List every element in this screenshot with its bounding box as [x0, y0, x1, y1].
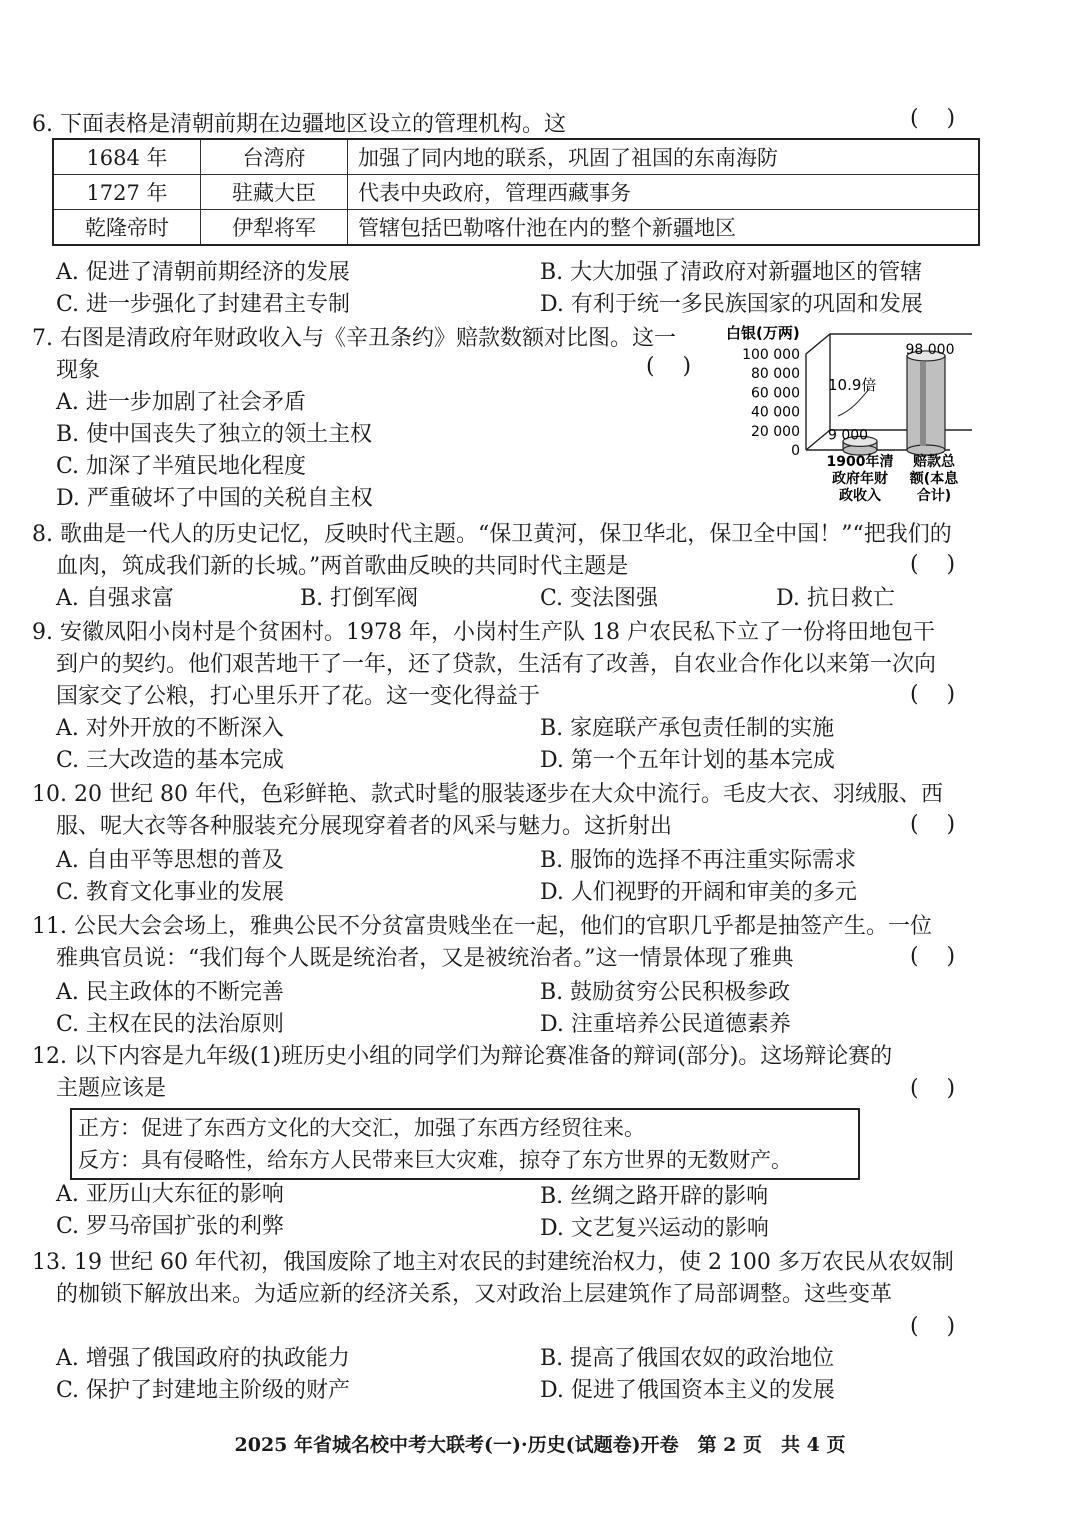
q7-option-b[interactable]: B. 使中国丧失了独立的领土主权 [56, 422, 373, 447]
q7-answer-blank[interactable]: ( ) [646, 354, 692, 379]
q8-option-c[interactable]: C. 变法图强 [540, 586, 659, 611]
table-row [53, 175, 979, 210]
q9-line2: 到户的契约。他们艰苦地干了一年，还了贷款，生活有了改善，自农业合作化以来第一次向 [56, 652, 937, 677]
chart-ylabel: 白银(万两) [726, 324, 800, 342]
table-row [53, 210, 979, 246]
q13-option-b[interactable]: B. 提高了俄国农奴的政治地位 [540, 1346, 835, 1371]
chart-ytick-label: 20 000 [751, 423, 800, 440]
chart-data-label: 9 000 [828, 427, 869, 444]
chart-category-label: 合计) [916, 488, 952, 504]
chart-ytick-label: 60 000 [751, 385, 800, 402]
q11-answer-blank[interactable]: ( ) [910, 944, 956, 969]
chart-frame-floor-left [806, 430, 830, 450]
q6-year: 乾隆帝时 [53, 210, 201, 246]
chart-ytick-label: 100 000 [742, 347, 800, 363]
q6-year: 1727 年 [53, 175, 201, 210]
q11-line2: 雅典官员说：“我们每个人既是统治者，又是被统治者。”这一情景体现了雅典 [56, 946, 794, 971]
q9-option-b[interactable]: B. 家庭联产承包责任制的实施 [540, 716, 835, 741]
q8-option-d[interactable]: D. 抗日救亡 [776, 586, 895, 611]
q10-line1: 10. 20 世纪 80 年代，色彩鲜艳、款式时髦的服装逐步在大众中流行。毛皮大衣、羽绒服、西 [32, 782, 943, 807]
q10-option-c[interactable]: C. 教育文化事业的发展 [56, 880, 285, 905]
table-row [53, 139, 979, 175]
q11-option-d[interactable]: D. 注重培养公民道德素养 [540, 1012, 791, 1037]
chart-annotation: 10.9倍 [828, 376, 877, 394]
q11-option-c[interactable]: C. 主权在民的法治原则 [56, 1012, 285, 1037]
q7-stem-line1: 7. 右图是清政府年财政收入与《辛丑条约》赔款数额对比图。这一 [32, 326, 676, 351]
q9-line1: 9. 安徽凤阳小岗村是个贫困村。1978 年，小岗村生产队 18 户农民私下立了一份将田地包干 [32, 620, 935, 645]
q7-option-c[interactable]: C. 加深了半殖民地化程度 [56, 454, 307, 479]
q10-option-b[interactable]: B. 服饰的选择不再注重实际需求 [540, 848, 857, 873]
q12-answer-blank[interactable]: ( ) [910, 1076, 956, 1101]
q6-desc: 代表中央政府，管理西藏事务 [348, 175, 980, 210]
q6-org: 台湾府 [201, 139, 348, 175]
q13-option-a[interactable]: A. 增强了俄国政府的执政能力 [56, 1346, 350, 1371]
q13-option-d[interactable]: D. 促进了俄国资本主义的发展 [540, 1378, 835, 1403]
q10-line2: 服、呢大衣等各种服装充分展现穿着者的风采与魅力。这折射出 [56, 814, 673, 839]
chart-ytick-label: 80 000 [751, 366, 800, 383]
chart-ytick-label: 0 [791, 443, 800, 459]
q7-stem-line2: 现象 [56, 358, 101, 383]
q6-table [52, 138, 980, 246]
chart-ytick-label: 40 000 [751, 404, 800, 421]
q12-option-b[interactable]: B. 丝绸之路开辟的影响 [540, 1184, 769, 1209]
q9-option-c[interactable]: C. 三大改造的基本完成 [56, 748, 285, 773]
chart-category-label: 额(本息 [909, 471, 959, 487]
q6-option-b[interactable]: B. 大大加强了清政府对新疆地区的管辖 [540, 260, 923, 285]
q10-option-d[interactable]: D. 人们视野的开阔和审美的多元 [540, 880, 857, 905]
q12-option-a[interactable]: A. 亚历山大东征的影响 [56, 1182, 284, 1207]
q8-answer-blank[interactable]: ( ) [910, 552, 956, 577]
chart-category-label: 政府年财 [832, 471, 888, 487]
q6-option-c[interactable]: C. 进一步强化了封建君主专制 [56, 292, 351, 317]
q6-option-a[interactable]: A. 促进了清朝前期经济的发展 [56, 260, 350, 285]
q13-line1: 13. 19 世纪 60 年代初，俄国废除了地主对农民的封建统治权力，使 2 100 多万农民从农奴制 [32, 1250, 954, 1275]
q12-line2: 主题应该是 [56, 1076, 167, 1101]
chart-data-label: 98 000 [905, 341, 955, 358]
q11-option-a[interactable]: A. 民主政体的不断完善 [56, 980, 284, 1005]
q7-option-d[interactable]: D. 严重破坏了中国的关税自主权 [56, 486, 373, 511]
chart-yticks [742, 347, 800, 459]
q6-desc: 加强了同内地的联系，巩固了祖国的东南海防 [348, 139, 980, 175]
q6-org: 伊犁将军 [201, 210, 348, 246]
q13-answer-blank[interactable]: ( ) [910, 1314, 956, 1339]
q6-option-d[interactable]: D. 有利于统一多民族国家的巩固和发展 [540, 292, 923, 317]
q12-con-argument: 反方：具有侵略性，给东方人民带来巨大灾难，掠夺了东方世界的无数财产。 [78, 1148, 792, 1172]
q8-option-b[interactable]: B. 打倒军阀 [300, 586, 419, 611]
q6-desc: 管辖包括巴勒喀什池在内的整个新疆地区 [348, 210, 980, 246]
q7-chart [720, 320, 980, 520]
q12-pro-argument: 正方：促进了东西方文化的大交汇，加强了东西方经贸往来。 [78, 1116, 645, 1140]
chart-category-label: 赔款总 [913, 454, 955, 470]
q9-option-a[interactable]: A. 对外开放的不断深入 [56, 716, 284, 741]
q8-line2: 血肉，筑成我们新的长城。”两首歌曲反映的共同时代主题是 [56, 554, 629, 579]
q9-answer-blank[interactable]: ( ) [910, 682, 956, 707]
q12-option-d[interactable]: D. 文艺复兴运动的影响 [540, 1216, 769, 1241]
chart-bar-shade [920, 362, 926, 446]
q10-option-a[interactable]: A. 自由平等思想的普及 [56, 848, 284, 873]
chart-bars [828, 342, 955, 455]
q11-option-b[interactable]: B. 鼓励贫穷公民积极参政 [540, 980, 791, 1005]
q9-option-d[interactable]: D. 第一个五年计划的基本完成 [540, 748, 835, 773]
page-footer: 2025 年省城名校中考大联考(一)·历史(试题卷)开卷 第 2 页 共 4 页 [234, 1434, 846, 1456]
q12-debate-box [70, 1108, 860, 1180]
q6-org: 驻藏大臣 [201, 175, 348, 210]
q8-line1: 8. 歌曲是一代人的历史记忆，反映时代主题。“保卫黄河，保卫华北，保卫全中国！”“把我们的 [32, 522, 952, 547]
chart-category-label: 政收入 [839, 488, 881, 504]
q12-option-c[interactable]: C. 罗马帝国扩张的利弊 [56, 1214, 285, 1239]
q6-year: 1684 年 [53, 139, 201, 175]
chart-category-labels [827, 453, 960, 504]
q6-stem: 6. 下面表格是清朝前期在边疆地区设立的管理机构。这 [32, 112, 566, 137]
chart-bar [828, 427, 877, 455]
chart-category-label: 1900年清 [826, 454, 894, 470]
chart-bar [906, 342, 955, 455]
q9-line3: 国家交了公粮，打心里乐开了花。这一变化得益于 [56, 684, 541, 709]
q8-option-a[interactable]: A. 自强求富 [56, 586, 174, 611]
q7-option-a[interactable]: A. 进一步加剧了社会矛盾 [56, 390, 306, 415]
q10-answer-blank[interactable]: ( ) [910, 812, 956, 837]
q11-line1: 11. 公民大会会场上，雅典公民不分贫富贵贱坐在一起，他们的官职几乎都是抽签产生。一位 [32, 914, 932, 939]
q12-line1: 12. 以下内容是九年级(1)班历史小组的同学们为辩论赛准备的辩词(部分)。这场辩论赛的 [32, 1044, 893, 1069]
q13-option-c[interactable]: C. 保护了封建地主阶级的财产 [56, 1378, 351, 1403]
q13-line2: 的枷锁下解放出来。为适应新的经济关系，又对政治上层建筑作了局部调整。这些变革 [56, 1282, 893, 1307]
q6-answer-blank[interactable]: ( ) [910, 106, 956, 131]
